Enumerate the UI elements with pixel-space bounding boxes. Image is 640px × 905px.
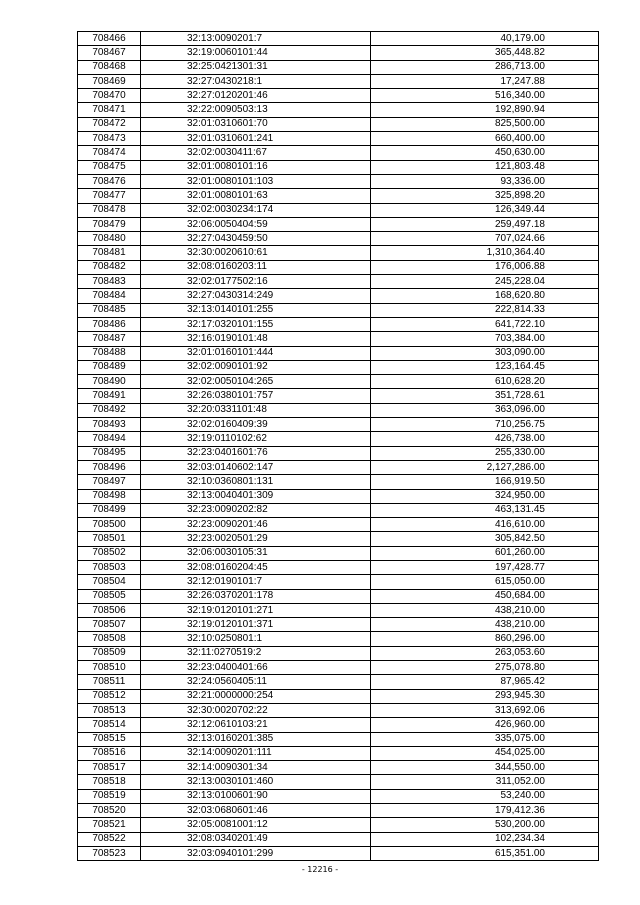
row-id-cell: 708511 [78, 675, 141, 689]
row-id-cell: 708482 [78, 260, 141, 274]
cadastral-number-cell: 32:13:0100601:90 [141, 789, 371, 803]
table-row [78, 632, 599, 646]
table-row [78, 618, 599, 632]
cadastral-number-cell: 32:13:0090201:7 [141, 32, 371, 46]
table-row [78, 389, 599, 403]
value-cell: 263,053.60 [371, 646, 599, 660]
table-row [78, 446, 599, 460]
cadastral-number-cell: 32:10:0250801:1 [141, 632, 371, 646]
value-cell: 286,713.00 [371, 60, 599, 74]
table-row [78, 789, 599, 803]
cadastral-number-cell: 32:19:0060101:44 [141, 46, 371, 60]
row-id-cell: 708486 [78, 317, 141, 331]
cadastral-number-cell: 32:06:0030105:31 [141, 546, 371, 560]
row-id-cell: 708487 [78, 332, 141, 346]
cadastral-number-cell: 32:27:0430218:1 [141, 74, 371, 88]
row-id-cell: 708471 [78, 103, 141, 117]
table-row [78, 432, 599, 446]
value-cell: 166,919.50 [371, 475, 599, 489]
row-id-cell: 708507 [78, 618, 141, 632]
row-id-cell: 708517 [78, 761, 141, 775]
value-cell: 825,500.00 [371, 117, 599, 131]
table-row [78, 804, 599, 818]
value-cell: 530,200.00 [371, 818, 599, 832]
value-cell: 516,340.00 [371, 89, 599, 103]
value-cell: 93,336.00 [371, 174, 599, 188]
value-cell: 463,131.45 [371, 503, 599, 517]
value-cell: 168,620.80 [371, 289, 599, 303]
row-id-cell: 708472 [78, 117, 141, 131]
value-cell: 303,090.00 [371, 346, 599, 360]
table-row [78, 689, 599, 703]
row-id-cell: 708509 [78, 646, 141, 660]
value-cell: 222,814.33 [371, 303, 599, 317]
table-row [78, 346, 599, 360]
row-id-cell: 708466 [78, 32, 141, 46]
value-cell: 438,210.00 [371, 618, 599, 632]
row-id-cell: 708477 [78, 189, 141, 203]
table-row [78, 189, 599, 203]
row-id-cell: 708500 [78, 518, 141, 532]
cadastral-number-cell: 32:01:0310601:241 [141, 132, 371, 146]
row-id-cell: 708468 [78, 60, 141, 74]
row-id-cell: 708475 [78, 160, 141, 174]
value-cell: 426,960.00 [371, 718, 599, 732]
table-row [78, 818, 599, 832]
cadastral-number-cell: 32:01:0310601:70 [141, 117, 371, 131]
value-cell: 365,448.82 [371, 46, 599, 60]
table-row [78, 460, 599, 474]
table-row [78, 360, 599, 374]
cadastral-number-cell: 32:10:0360801:131 [141, 475, 371, 489]
cadastral-number-cell: 32:19:0120101:371 [141, 618, 371, 632]
table-row [78, 546, 599, 560]
cadastral-number-cell: 32:23:0090202:82 [141, 503, 371, 517]
cadastral-number-cell: 32:13:0140101:255 [141, 303, 371, 317]
cadastral-number-cell: 32:02:0160409:39 [141, 418, 371, 432]
row-id-cell: 708491 [78, 389, 141, 403]
cadastral-number-cell: 32:27:0430314:249 [141, 289, 371, 303]
table-row [78, 89, 599, 103]
table-row [78, 103, 599, 117]
table-row [78, 232, 599, 246]
table-row [78, 303, 599, 317]
row-id-cell: 708518 [78, 775, 141, 789]
cadastral-number-cell: 32:11:0270519:2 [141, 646, 371, 660]
cadastral-number-cell: 32:22:0090503:13 [141, 103, 371, 117]
value-cell: 324,950.00 [371, 489, 599, 503]
cadastral-number-cell: 32:16:0190101:48 [141, 332, 371, 346]
cadastral-number-cell: 32:23:0090201:46 [141, 518, 371, 532]
table-row [78, 603, 599, 617]
value-cell: 179,412.36 [371, 804, 599, 818]
value-cell: 17,247.88 [371, 74, 599, 88]
value-cell: 311,052.00 [371, 775, 599, 789]
table-row [78, 60, 599, 74]
row-id-cell: 708478 [78, 203, 141, 217]
value-cell: 703,384.00 [371, 332, 599, 346]
cadastral-number-cell: 32:08:0160203:11 [141, 260, 371, 274]
cadastral-number-cell: 32:13:0160201:385 [141, 732, 371, 746]
table-row [78, 46, 599, 60]
value-cell: 335,075.00 [371, 732, 599, 746]
table-row [78, 746, 599, 760]
cadastral-number-cell: 32:14:0090201:111 [141, 746, 371, 760]
value-cell: 710,256.75 [371, 418, 599, 432]
row-id-cell: 708501 [78, 532, 141, 546]
row-id-cell: 708495 [78, 446, 141, 460]
table-row [78, 117, 599, 131]
cadastral-number-cell: 32:08:0160204:45 [141, 560, 371, 574]
row-id-cell: 708492 [78, 403, 141, 417]
value-cell: 438,210.00 [371, 603, 599, 617]
table-row [78, 646, 599, 660]
table-row [78, 832, 599, 846]
row-id-cell: 708467 [78, 46, 141, 60]
cadastral-number-cell: 32:17:0320101:155 [141, 317, 371, 331]
value-cell: 351,728.61 [371, 389, 599, 403]
row-id-cell: 708510 [78, 661, 141, 675]
cadastral-value-table [77, 31, 599, 861]
table-row [78, 403, 599, 417]
cadastral-number-cell: 32:27:0120201:46 [141, 89, 371, 103]
value-cell: 707,024.66 [371, 232, 599, 246]
table-row [78, 775, 599, 789]
value-cell: 426,738.00 [371, 432, 599, 446]
row-id-cell: 708473 [78, 132, 141, 146]
table-row [78, 675, 599, 689]
value-cell: 344,550.00 [371, 761, 599, 775]
row-id-cell: 708522 [78, 832, 141, 846]
cadastral-number-cell: 32:23:0400401:66 [141, 661, 371, 675]
cadastral-number-cell: 32:12:0190101:7 [141, 575, 371, 589]
row-id-cell: 708499 [78, 503, 141, 517]
value-cell: 610,628.20 [371, 375, 599, 389]
cadastral-number-cell: 32:30:0020610:61 [141, 246, 371, 260]
row-id-cell: 708508 [78, 632, 141, 646]
table-row [78, 246, 599, 260]
value-cell: 126,349.44 [371, 203, 599, 217]
row-id-cell: 708520 [78, 804, 141, 818]
row-id-cell: 708519 [78, 789, 141, 803]
row-id-cell: 708476 [78, 174, 141, 188]
row-id-cell: 708512 [78, 689, 141, 703]
row-id-cell: 708505 [78, 589, 141, 603]
row-id-cell: 708484 [78, 289, 141, 303]
value-cell: 255,330.00 [371, 446, 599, 460]
row-id-cell: 708514 [78, 718, 141, 732]
cadastral-number-cell: 32:01:0080101:63 [141, 189, 371, 203]
cadastral-number-cell: 32:01:0080101:103 [141, 174, 371, 188]
row-id-cell: 708488 [78, 346, 141, 360]
table-row [78, 532, 599, 546]
value-cell: 197,428.77 [371, 560, 599, 574]
value-cell: 860,296.00 [371, 632, 599, 646]
table-row [78, 146, 599, 160]
cadastral-number-cell: 32:19:0110102:62 [141, 432, 371, 446]
cadastral-number-cell: 32:03:0140602:147 [141, 460, 371, 474]
row-id-cell: 708513 [78, 703, 141, 717]
cadastral-number-cell: 32:24:0560405:11 [141, 675, 371, 689]
row-id-cell: 708496 [78, 460, 141, 474]
table-row [78, 160, 599, 174]
table-row [78, 589, 599, 603]
cadastral-number-cell: 32:02:0090101:92 [141, 360, 371, 374]
row-id-cell: 708493 [78, 418, 141, 432]
value-cell: 121,803.48 [371, 160, 599, 174]
table-row [78, 718, 599, 732]
cadastral-number-cell: 32:13:0030101:460 [141, 775, 371, 789]
cadastral-number-cell: 32:21:0000000:254 [141, 689, 371, 703]
row-id-cell: 708470 [78, 89, 141, 103]
table-row [78, 275, 599, 289]
row-id-cell: 708469 [78, 74, 141, 88]
cadastral-number-cell: 32:02:0030234:174 [141, 203, 371, 217]
cadastral-number-cell: 32:02:0177502:16 [141, 275, 371, 289]
table-row [78, 174, 599, 188]
value-cell: 293,945.30 [371, 689, 599, 703]
value-cell: 416,610.00 [371, 518, 599, 532]
row-id-cell: 708523 [78, 846, 141, 860]
value-cell: 53,240.00 [371, 789, 599, 803]
table-row [78, 375, 599, 389]
value-cell: 176,006.88 [371, 260, 599, 274]
cadastral-number-cell: 32:27:0430459:50 [141, 232, 371, 246]
value-cell: 450,630.00 [371, 146, 599, 160]
table-row [78, 503, 599, 517]
row-id-cell: 708516 [78, 746, 141, 760]
cadastral-number-cell: 32:26:0380101:757 [141, 389, 371, 403]
value-cell: 363,096.00 [371, 403, 599, 417]
value-cell: 601,260.00 [371, 546, 599, 560]
row-id-cell: 708483 [78, 275, 141, 289]
value-cell: 641,722.10 [371, 317, 599, 331]
row-id-cell: 708490 [78, 375, 141, 389]
value-cell: 454,025.00 [371, 746, 599, 760]
table-row [78, 289, 599, 303]
value-cell: 325,898.20 [371, 189, 599, 203]
table-row [78, 418, 599, 432]
value-cell: 2,127,286.00 [371, 460, 599, 474]
cadastral-number-cell: 32:25:0421301:31 [141, 60, 371, 74]
value-cell: 102,234.34 [371, 832, 599, 846]
row-id-cell: 708474 [78, 146, 141, 160]
table-row [78, 217, 599, 231]
table-row [78, 846, 599, 860]
value-cell: 259,497.18 [371, 217, 599, 231]
row-id-cell: 708502 [78, 546, 141, 560]
table-row [78, 703, 599, 717]
row-id-cell: 708497 [78, 475, 141, 489]
table-row [78, 332, 599, 346]
cadastral-number-cell: 32:02:0050104:265 [141, 375, 371, 389]
cadastral-number-cell: 32:01:0080101:16 [141, 160, 371, 174]
cadastral-number-cell: 32:30:0020702:22 [141, 703, 371, 717]
cadastral-number-cell: 32:13:0040401:309 [141, 489, 371, 503]
table-row [78, 489, 599, 503]
table-row [78, 575, 599, 589]
value-cell: 305,842.50 [371, 532, 599, 546]
cadastral-number-cell: 32:23:0020501:29 [141, 532, 371, 546]
row-id-cell: 708494 [78, 432, 141, 446]
table-row [78, 74, 599, 88]
cadastral-number-cell: 32:01:0160101:444 [141, 346, 371, 360]
value-cell: 87,965.42 [371, 675, 599, 689]
value-cell: 275,078.80 [371, 661, 599, 675]
table-row [78, 518, 599, 532]
cadastral-number-cell: 32:23:0401601:76 [141, 446, 371, 460]
cadastral-number-cell: 32:03:0680601:46 [141, 804, 371, 818]
value-cell: 192,890.94 [371, 103, 599, 117]
row-id-cell: 708498 [78, 489, 141, 503]
table-row [78, 560, 599, 574]
value-cell: 1,310,364.40 [371, 246, 599, 260]
row-id-cell: 708485 [78, 303, 141, 317]
value-cell: 245,228.04 [371, 275, 599, 289]
cadastral-number-cell: 32:12:0610103:21 [141, 718, 371, 732]
row-id-cell: 708480 [78, 232, 141, 246]
table-row [78, 475, 599, 489]
table-row [78, 661, 599, 675]
table-row [78, 761, 599, 775]
value-cell: 660,400.00 [371, 132, 599, 146]
value-cell: 40,179.00 [371, 32, 599, 46]
table-row [78, 317, 599, 331]
value-cell: 615,050.00 [371, 575, 599, 589]
cadastral-number-cell: 32:02:0030411:67 [141, 146, 371, 160]
value-cell: 313,692.06 [371, 703, 599, 717]
value-cell: 450,684.00 [371, 589, 599, 603]
table-row [78, 132, 599, 146]
row-id-cell: 708515 [78, 732, 141, 746]
cadastral-number-cell: 32:03:0940101:299 [141, 846, 371, 860]
row-id-cell: 708481 [78, 246, 141, 260]
cadastral-number-cell: 32:08:0340201:49 [141, 832, 371, 846]
row-id-cell: 708521 [78, 818, 141, 832]
row-id-cell: 708506 [78, 603, 141, 617]
row-id-cell: 708504 [78, 575, 141, 589]
table-row [78, 732, 599, 746]
table-row [78, 32, 599, 46]
cadastral-number-cell: 32:19:0120101:271 [141, 603, 371, 617]
table-row [78, 203, 599, 217]
table-body [78, 32, 599, 861]
row-id-cell: 708489 [78, 360, 141, 374]
value-cell: 123,164.45 [371, 360, 599, 374]
cadastral-number-cell: 32:06:0050404:59 [141, 217, 371, 231]
cadastral-number-cell: 32:05:0081001:12 [141, 818, 371, 832]
cadastral-number-cell: 32:14:0090301:34 [141, 761, 371, 775]
value-cell: 615,351.00 [371, 846, 599, 860]
cadastral-number-cell: 32:26:0370201:178 [141, 589, 371, 603]
cadastral-number-cell: 32:20:0331101:48 [141, 403, 371, 417]
table-row [78, 260, 599, 274]
page-number: - 12216 - [301, 865, 339, 874]
row-id-cell: 708503 [78, 560, 141, 574]
row-id-cell: 708479 [78, 217, 141, 231]
